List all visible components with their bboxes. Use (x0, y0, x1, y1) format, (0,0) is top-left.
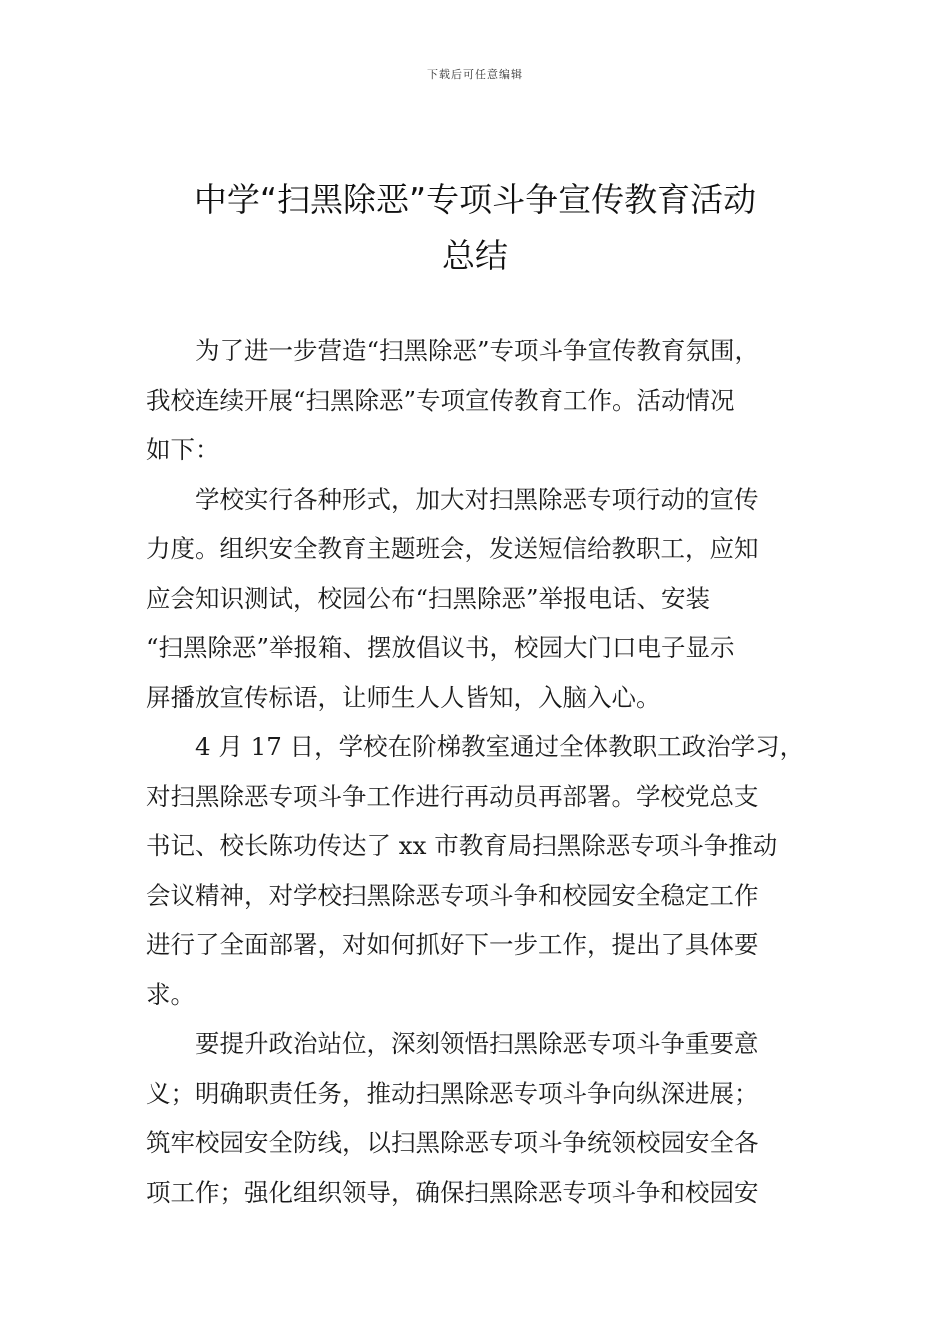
paragraph (146, 326, 816, 475)
text-line: 学校实行各种形式，加大对扫黑除恶专项行动的宣传 (195, 484, 759, 514)
paragraph (146, 475, 816, 723)
text-line: 书记、校长陈功传达了 xx 市教育局扫黑除恶专项斗争推动 (146, 831, 778, 860)
text-line: 为了进一步营造“扫黑除恶”专项斗争宣传教育氛围， (195, 336, 760, 365)
text-line: “扫黑除恶”举报箱、摆放倡议书，校园大门口电子显示 (146, 633, 735, 662)
text-line: 筑牢校园安全防线，以扫黑除恶专项斗争统领校园安全各 (146, 1128, 759, 1157)
text-line: 进行了全面部署，对如何抓好下一步工作，提出了具体要 (146, 930, 759, 959)
text-line: 会议精神，对学校扫黑除恶专项斗争和校园安全稳定工作 (146, 880, 759, 910)
document-title (140, 172, 810, 284)
paragraph (146, 1019, 816, 1217)
text-line: 力度。组织安全教育主题班会，发送短信给教职工，应知 (146, 534, 759, 563)
title-line: 总结 (442, 236, 508, 275)
text-line: 要提升政治站位，深刻领悟扫黑除恶专项斗争重要意 (195, 1029, 759, 1058)
document-body (146, 326, 816, 1217)
text-line: 我校连续开展“扫黑除恶”专项宣传教育工作。活动情况 (146, 385, 735, 415)
text-line: 义；明确职责任务，推动扫黑除恶专项斗争向纵深进展； (146, 1078, 759, 1108)
text-line: 如下： (146, 435, 220, 464)
paragraph (146, 722, 816, 1019)
text-line: 4 月 17 日，学校在阶梯教室通过全体教职工政治学习， (195, 732, 805, 761)
text-line: 应会知识测试，校园公布“扫黑除恶”举报电话、安装 (146, 583, 711, 613)
header-note: 下载后可任意编辑 (427, 68, 523, 81)
title-line: 中学“扫黑除恶”专项斗争宣传教育活动 (193, 180, 757, 219)
text-line: 屏播放宣传标语，让师生人人皆知，入脑入心。 (146, 682, 661, 712)
text-line: 项工作；强化组织领导，确保扫黑除恶专项斗争和校园安 (146, 1177, 759, 1207)
text-line: 对扫黑除恶专项斗争工作进行再动员再部署。学校党总支 (146, 781, 759, 811)
text-line: 求。 (146, 979, 195, 1009)
